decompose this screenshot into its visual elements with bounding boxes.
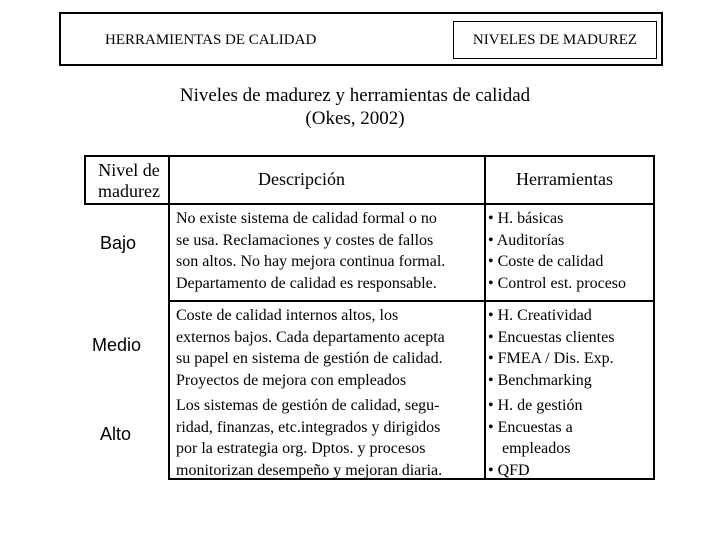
tools-column-header: Herramientas — [516, 169, 613, 189]
title-line-2: (Okes, 2002) — [305, 108, 405, 129]
level-header-line-2: madurez — [98, 181, 160, 201]
description-line: su papel en sistema de gestión de calidad. — [176, 350, 443, 367]
header-right-box: NIVELES DE MADUREZ — [453, 21, 657, 59]
tool-item: • FMEA / Dis. Exp. — [488, 350, 614, 367]
tools-bajo — [488, 208, 626, 294]
description-line: monitorizan desempeño y mejoran diaria. — [176, 461, 443, 479]
description-line: Coste de calidad internos altos, los — [176, 307, 399, 324]
tools-medio — [488, 305, 614, 391]
tool-item: • Encuestas a — [488, 418, 573, 436]
header-box — [59, 12, 663, 66]
tool-item: • Control est. proceso — [488, 274, 627, 292]
tools-alto — [488, 395, 582, 481]
header-left-label: HERRAMIENTAS DE CALIDAD — [105, 32, 317, 48]
description-line: se usa. Reclamaciones y costes de fallos — [176, 231, 434, 249]
description-medio — [176, 305, 445, 391]
column-divider — [484, 155, 486, 480]
tool-item: • H. Creatividad — [488, 307, 592, 324]
description-line: ridad, finanzas, etc.integrados y dirigidos — [176, 418, 441, 436]
level-column-header — [84, 160, 174, 202]
description-alto — [176, 395, 442, 481]
description-line: Los sistemas de gestión de calidad, segu- — [176, 397, 440, 414]
level-header-line-1: Nivel de — [98, 160, 160, 180]
title-line-1: Niveles de madurez y herramientas de calidad — [179, 85, 531, 106]
tool-item: • H. de gestión — [488, 397, 583, 414]
tool-item: • Auditorías — [488, 231, 565, 249]
description-line: Departamento de calidad es responsable. — [176, 274, 437, 292]
description-bajo — [176, 208, 445, 294]
table-top-border — [168, 155, 655, 157]
header-separator — [84, 203, 655, 205]
description-line: externos bajos. Cada departamento acepta — [176, 328, 445, 346]
table-right-border — [653, 155, 655, 480]
table-left-border — [168, 155, 170, 480]
description-line: por la estrategia org. Dptos. y procesos — [176, 440, 426, 457]
description-line: son altos. No hay mejora continua formal. — [176, 253, 446, 270]
description-line: Proyectos de mejora con empleados — [176, 371, 407, 389]
page-title — [150, 84, 560, 130]
tool-item: • Benchmarking — [488, 371, 592, 389]
tool-item: empleados — [502, 440, 571, 457]
tool-item: • Coste de calidad — [488, 253, 604, 270]
row-separator — [168, 300, 655, 302]
description-column-header: Descripción — [258, 169, 345, 189]
level-alto: Alto — [100, 424, 132, 444]
level-medio: Medio — [92, 335, 142, 355]
level-header-top — [84, 155, 170, 157]
level-bajo: Bajo — [100, 233, 137, 253]
tool-item: • H. básicas — [488, 210, 564, 227]
tool-item: • Encuestas clientes — [488, 328, 615, 346]
description-line: No existe sistema de calidad formal o no — [176, 210, 437, 227]
tool-item: • QFD — [488, 461, 530, 479]
